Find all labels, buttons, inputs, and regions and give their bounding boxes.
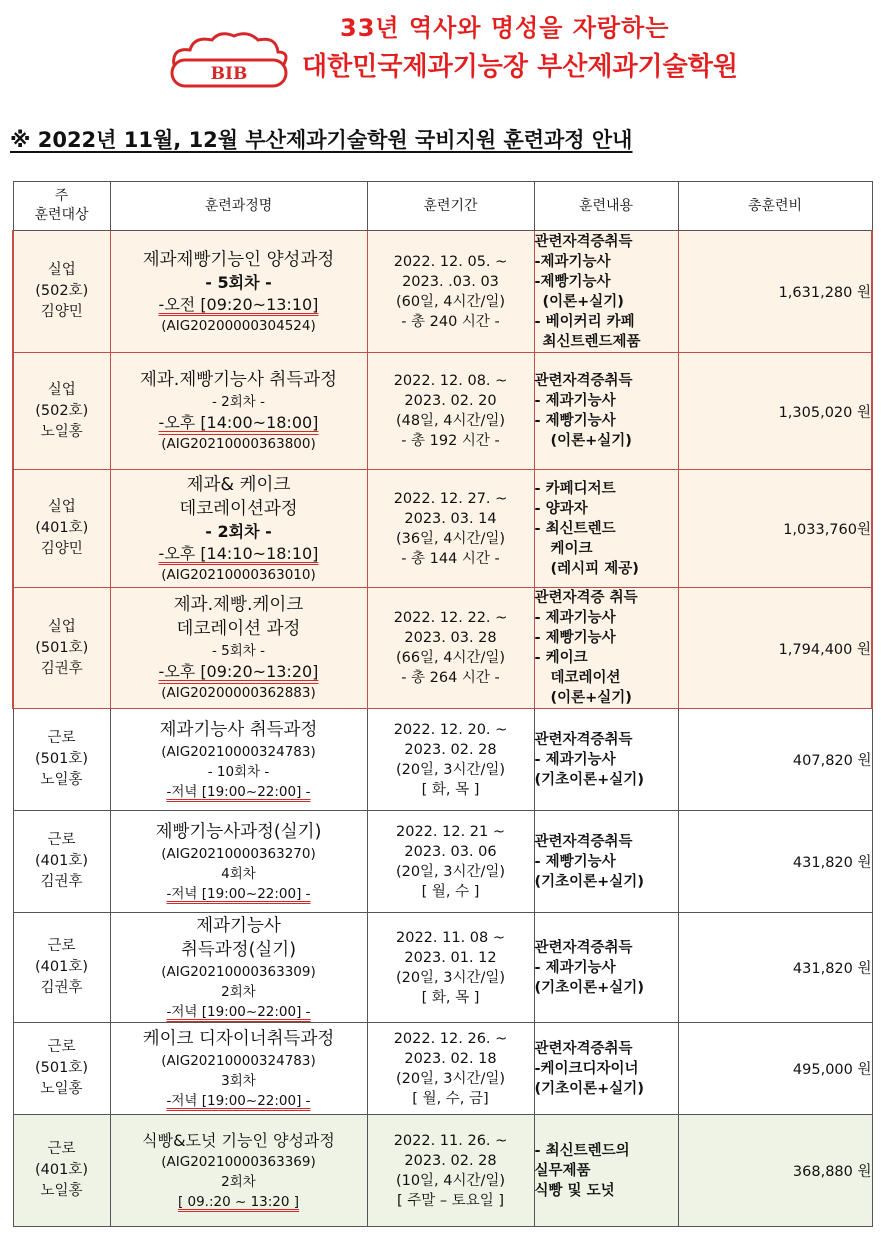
- content-cell: 관련자격증취득 - 제빵기능사 (기초이론+실기): [534, 811, 678, 913]
- table-header-row: [13, 182, 872, 231]
- fee-cell: 495,000 원: [678, 1023, 872, 1115]
- header-course-name: 훈련과정명: [110, 182, 367, 231]
- table-row: [13, 588, 872, 709]
- content-cell: 관련자격증 취득 - 제과기능사 - 제빵기능사 - 케이크 데코레이션 (이론+실기): [534, 588, 678, 709]
- course-name-cell: 제과.제빵기능사 취득과정 - 2회차 - -오후 [14:00~18:00] (AIG20210000363800): [110, 353, 367, 470]
- header-content: 훈련내용: [534, 182, 678, 231]
- table-row: [13, 470, 872, 588]
- target-cell: 근로 (401호) 노일홍: [13, 1115, 110, 1227]
- period-cell: 2022. 12. 21 ~ 2023. 03. 06 (20일, 3시간/일) [ 월, 수 ]: [367, 811, 534, 913]
- target-cell: 실업 (502호) 노일홍: [13, 353, 110, 470]
- course-name-cell: 케이크 디자이너취득과정 (AIG20210000324783) 3회차 -저녁 [19:00~22:00] -: [110, 1023, 367, 1115]
- course-code: (AIG20210000324783): [161, 743, 316, 760]
- table-row: [13, 913, 872, 1023]
- period-cell: 2022. 12. 08. ~ 2023. 02. 20 (48일, 4시간/일) - 총 192 시간 -: [367, 353, 534, 470]
- header-fee: 총훈련비: [678, 182, 872, 231]
- course-code: (AIG20210000363270): [161, 845, 316, 862]
- class-time: -저녁 [19:00~22:00] -: [166, 885, 311, 902]
- course-code: (AIG20210000324783): [161, 1052, 316, 1069]
- period-cell: 2022. 12. 20. ~ 2023. 02. 28 (20일, 3시간/일) [ 화, 목 ]: [367, 709, 534, 811]
- course-name-cell: 제과.제빵.케이크 데코레이션 과정 - 5회차 - -오후 [09:20~13:20] (AIG20200000362883): [110, 588, 367, 709]
- page-title: ※ 2022년 11월, 12월 부산제과기술학원 국비지원 훈련과정 안내: [10, 128, 633, 152]
- course-code: (AIG20210000363309): [161, 963, 316, 980]
- period-cell: 2022. 12. 22. ~ 2023. 03. 28 (66일, 4시간/일) - 총 264 시간 -: [367, 588, 534, 709]
- content-cell: 관련자격증취득 -제과기능사 -제빵기능사 (이론+실기) - 베이커리 카페 최신트렌드제품: [534, 231, 678, 353]
- course-name: 제과& 케이크: [186, 474, 291, 495]
- course-name: 제과기능사 취득과정: [159, 719, 318, 740]
- course-name-cell: 제과& 케이크 데코레이션과정 - 2회차 - -오후 [14:10~18:10] (AIG20210000363010): [110, 470, 367, 588]
- table-row: [13, 709, 872, 811]
- fee-cell: 407,820 원: [678, 709, 872, 811]
- target-cell: 실업 (502호) 김양민: [13, 231, 110, 353]
- content-cell: 관련자격증취득 - 제과기능사 (기초이론+실기): [534, 709, 678, 811]
- course-name-cell: 제빵기능사과정(실기) (AIG20210000363270) 4회차 -저녁 [19:00~22:00] -: [110, 811, 367, 913]
- table-row: [13, 353, 872, 470]
- course-name: 제과.제빵기능사 취득과정: [139, 370, 338, 390]
- slogan: 33년 역사와 명성을 자랑하는: [340, 14, 670, 42]
- course-table: [12, 181, 873, 1227]
- fee-cell: 431,820 원: [678, 913, 872, 1023]
- class-time: -저녁 [19:00~22:00] -: [166, 1003, 311, 1020]
- content-cell: 관련자격증취득 - 제과기능사 (기초이론+실기): [534, 913, 678, 1023]
- fee-cell: 1,631,280 원: [678, 231, 872, 353]
- target-cell: 실업 (401호) 김양민: [13, 470, 110, 588]
- table-row: [13, 1115, 872, 1227]
- content-cell: 관련자격증취득 - 제과기능사 - 제빵기능사 (이론+실기): [534, 353, 678, 470]
- table-row: [13, 811, 872, 913]
- course-name-cell: 식빵&도넛 기능인 양성과정 (AIG20210000363369) 2회차 [ 09.:20 ~ 13:20 ]: [110, 1115, 367, 1227]
- course-name: 제과.제빵.케이크: [173, 595, 304, 615]
- period-cell: 2022. 12. 05. ~ 2023. .03. 03 (60일, 4시간/일) - 총 240 시간 -: [367, 231, 534, 353]
- course-name: 식빵&도넛 기능인 양성과정: [142, 1130, 335, 1150]
- period-cell: 2022. 11. 26. ~ 2023. 02. 28 (10일, 4시간/일) [ 주말 – 토요일 ]: [367, 1115, 534, 1227]
- fee-cell: 1,033,760원: [678, 470, 872, 588]
- period-cell: 2022. 12. 27. ~ 2023. 03. 14 (36일, 4시간/일) - 총 144 시간 -: [367, 470, 534, 588]
- target-cell: 근로 (401호) 김권후: [13, 811, 110, 913]
- target-cell: 실업 (501호) 김권후: [13, 588, 110, 709]
- fee-cell: 431,820 원: [678, 811, 872, 913]
- course-code: (AIG20210000363369): [161, 1153, 316, 1170]
- course-name-cell: 제과기능사 취득과정(실기) (AIG20210000363309) 2회차 -저녁 [19:00~22:00] -: [110, 913, 367, 1023]
- class-time: -오후 [09:20~13:20]: [158, 662, 319, 681]
- content-cell: - 최신트렌드의 실무제품 식빵 및 도넛: [534, 1115, 678, 1227]
- logo-text: BIB: [210, 64, 248, 84]
- course-code: (AIG20200000304524): [161, 317, 316, 334]
- course-code: (AIG20210000363800): [161, 436, 316, 452]
- target-cell: 근로 (401호) 김권후: [13, 913, 110, 1023]
- course-name: 제과제빵기능인 양성과정: [142, 249, 335, 270]
- course-name-cell: 제과제빵기능인 양성과정 - 5회차 - -오전 [09:20~13:10] (AIG20200000304524): [110, 231, 367, 353]
- fee-cell: 1,305,020 원: [678, 353, 872, 470]
- class-time: -오후 [14:00~18:00]: [158, 413, 319, 432]
- course-code: (AIG20200000362883): [161, 685, 316, 701]
- academy-name: 대한민국제과기능장 부산제과기술학원: [302, 52, 739, 82]
- table-row: [13, 1023, 872, 1115]
- fee-cell: 368,880 원: [678, 1115, 872, 1227]
- class-time: [ 09.:20 ~ 13:20 ]: [177, 1193, 300, 1210]
- target-cell: 근로 (501호) 노일홍: [13, 1023, 110, 1115]
- course-name: 제과기능사: [196, 915, 281, 936]
- course-name-cell: 제과기능사 취득과정 (AIG20210000324783) - 10회차 - -저녁 [19:00~22:00] -: [110, 709, 367, 811]
- bib-logo: [168, 28, 290, 88]
- header-target: 주 훈련대상: [13, 182, 110, 231]
- period-cell: 2022. 12. 26. ~ 2023. 02. 18 (20일, 3시간/일) [ 월, 수, 금]: [367, 1023, 534, 1115]
- content-cell: 관련자격증취득 -케이크디자이너 (기초이론+실기): [534, 1023, 678, 1115]
- course-name: 제빵기능사과정(실기): [155, 821, 322, 842]
- period-cell: 2022. 11. 08 ~ 2023. 01. 12 (20일, 3시간/일) [ 화, 목 ]: [367, 913, 534, 1023]
- course-code: (AIG20210000363010): [161, 566, 316, 583]
- class-time: -오후 [14:10~18:10]: [158, 543, 319, 563]
- header-period: 훈련기간: [367, 182, 534, 231]
- table-row: [13, 231, 872, 353]
- fee-cell: 1,794,400 원: [678, 588, 872, 709]
- target-cell: 근로 (501호) 노일홍: [13, 709, 110, 811]
- class-time: -저녁 [19:00~22:00] -: [166, 1092, 311, 1109]
- course-name: 케이크 디자이너취득과정: [142, 1028, 335, 1049]
- table-body: [13, 231, 872, 1227]
- class-time: -오전 [09:20~13:10]: [158, 294, 319, 314]
- page-header: [0, 0, 881, 100]
- class-time: -저녁 [19:00~22:00] -: [166, 783, 311, 800]
- content-cell: - 카페디저트 - 양과자 - 최신트렌드 케이크 (레시피 제공): [534, 470, 678, 588]
